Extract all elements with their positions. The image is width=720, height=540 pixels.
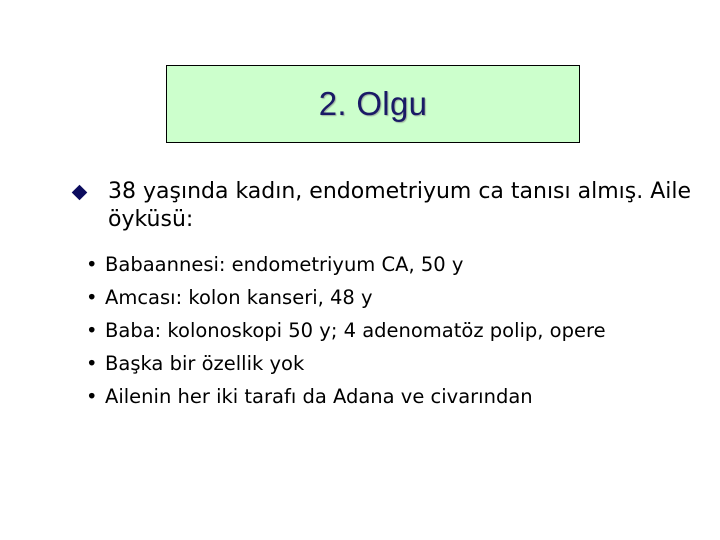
dot-bullet-icon: • (86, 385, 98, 408)
diamond-bullet-icon (72, 185, 88, 201)
dot-bullet-icon: • (86, 253, 98, 276)
sub-bullet-text: Babaannesi: endometriyum CA, 50 y (105, 253, 464, 276)
dot-bullet-icon: • (86, 352, 98, 375)
main-bullet-text: 38 yaşında kadın, endometriyum ca tanısı almış. Aile öyküsü: (108, 179, 692, 232)
sub-bullet-item (85, 320, 685, 343)
dot-bullet-icon: • (86, 286, 98, 309)
sub-bullet-text: Ailenin her iki tarafı da Adana ve civarından (105, 385, 533, 408)
sub-bullet-item (85, 254, 685, 277)
dot-bullet-icon: • (86, 319, 98, 342)
sub-bullet-item (85, 353, 685, 376)
sub-bullet-text: Başka bir özellik yok (105, 352, 305, 375)
sub-bullet-list (85, 254, 685, 419)
title-box (166, 65, 580, 143)
sub-bullet-text: Amcası: kolon kanseri, 48 y (105, 286, 373, 309)
sub-bullet-item (85, 287, 685, 310)
sub-bullet-text: Baba: kolonoskopi 50 y; 4 adenomatöz polip, opere (105, 319, 606, 342)
slide-title: 2. Olgu (318, 85, 428, 122)
sub-bullet-item (85, 386, 685, 409)
